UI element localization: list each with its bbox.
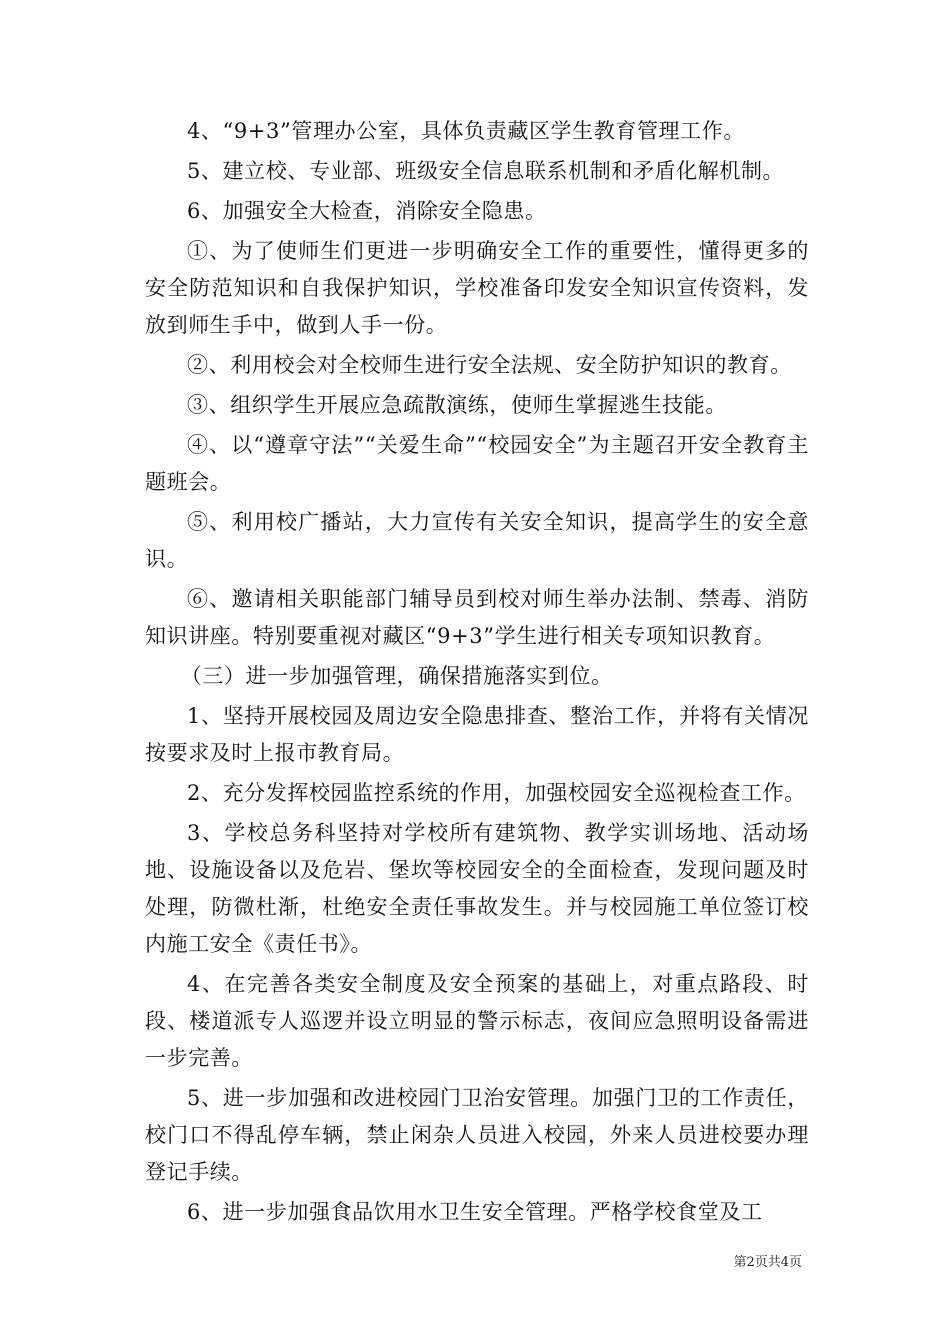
page-number: 第2页共4页 <box>733 1255 802 1270</box>
document-body <box>145 113 809 1234</box>
paragraph-management-2: 2、充分发挥校园监控系统的作用，加强校园安全巡视检查工作。 <box>187 781 806 805</box>
paragraph-item-5: ⑤、利用校广播站，大力宣传有关安全知识，提高学生的安全意识。 <box>145 510 809 571</box>
paragraph-item-3: ③、组织学生开展应急疏散演练，使师生掌握逃生技能。 <box>187 393 727 417</box>
paragraph-management-3: 3、学校总务科坚持对学校所有建筑物、教学实训场地、活动场地、设施设备以及危岩、堡坎等校园安全的全面检查，发现问题及时处理，防微杜渐，杜绝安全责任事故发生。并与校园施工单位签订校内施工安全《责任书》。 <box>145 821 809 956</box>
section-heading-3: （三）进一步加强管理，确保措施落实到位。 <box>180 664 613 688</box>
paragraph-management-6: 6、进一步加强食品饮用水卫生安全管理。严格学校食堂及工 <box>187 1200 763 1224</box>
paragraph-management-1: 1、坚持开展校园及周边安全隐患排查、整治工作，并将有关情况按要求及时上报市教育局。 <box>145 704 809 765</box>
paragraph-item-6: ⑥、邀请相关职能部门辅导员到校对师生举办法制、禁毒、消防知识讲座。特别要重视对藏区“9+3”学生进行相关专项知识教育。 <box>145 587 809 648</box>
paragraph-management-4: 4、在完善各类安全制度及安全预案的基础上，对重点路段、时段、楼道派专人巡逻并设立明显的警示标志，夜间应急照明设备需进一步完善。 <box>145 972 809 1070</box>
paragraph-item-4: ④、以“遵章守法”“关爱生命”“校园安全”为主题召开安全教育主题班会。 <box>145 433 809 494</box>
paragraph-office: 4、“9+3”管理办公室，具体负责藏区学生教育管理工作。 <box>187 119 745 143</box>
paragraph-info-mechanism: 5、建立校、专业部、班级安全信息联系机制和矛盾化解机制。 <box>187 159 785 183</box>
paragraph-safety-check: 6、加强安全大检查，消除安全隐患。 <box>187 199 547 223</box>
paragraph-management-5: 5、进一步加强和改进校园门卫治安管理。加强门卫的工作责任，校门口不得乱停车辆，禁止闲杂人员进入校园，外来人员进校要办理登记手续。 <box>145 1086 809 1184</box>
paragraph-item-2: ②、利用校会对全校师生进行安全法规、安全防护知识的教育。 <box>187 353 792 377</box>
paragraph-item-1: ①、为了使师生们更进一步明确安全工作的重要性，懂得更多的安全防范知识和自我保护知识，学校准备印发安全知识宣传资料，发放到师生手中，做到人手一份。 <box>145 239 809 337</box>
